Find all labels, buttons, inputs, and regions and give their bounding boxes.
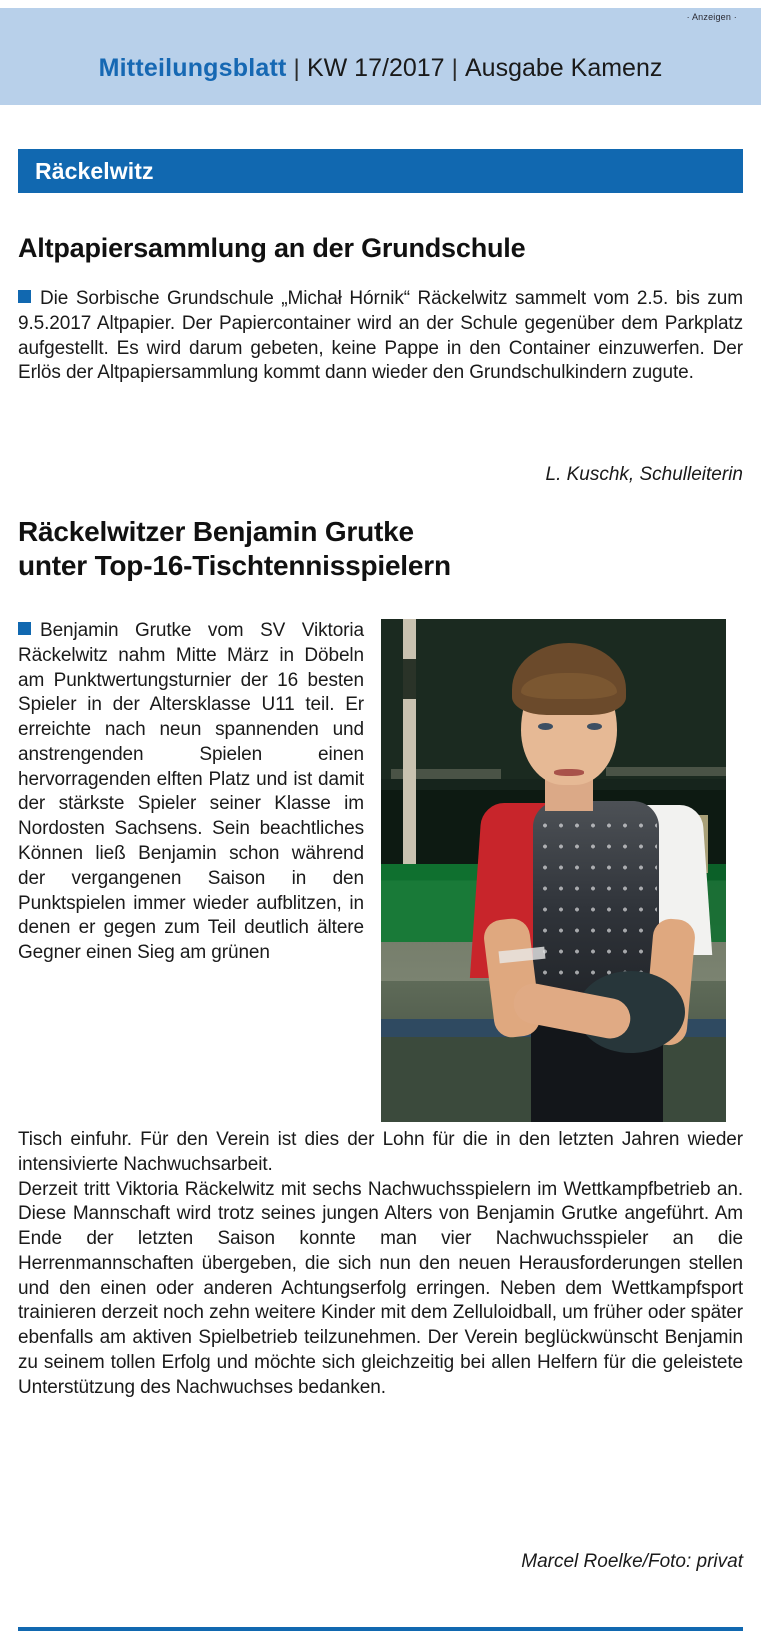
article-2-headline [18, 515, 743, 583]
article-1-byline: L. Kuschk, Schulleiterin [545, 464, 743, 485]
section-header-bar [18, 149, 743, 193]
masthead [0, 8, 761, 105]
article-1-headline: Altpapiersammlung an der Grundschule [18, 233, 526, 263]
masthead-title [0, 54, 761, 83]
masthead-separator-2: | [451, 55, 458, 82]
publication-brand: Mitteilungsblatt [98, 54, 287, 82]
photo-hair-fringe [521, 673, 617, 699]
edition-label: Ausgabe Kamenz [465, 54, 663, 82]
article-2-column-paragraph [18, 619, 364, 966]
bullet-square-icon [18, 622, 31, 635]
article-1-paragraph [18, 287, 743, 386]
photo-mouth [554, 769, 584, 776]
article-2-byline-wrap [18, 1551, 743, 1573]
article-1-body-text: Die Sorbische Grundschule „Michał Hórnik“ Räckelwitz sammelt vom 2.5. bis zum 9.5.2017 Altpapier. Der Papiercontainer wird an der Schule gegenüber dem Parkplatz aufgestellt. Es wird darum gebeten, keine Pappe in den Container einzuwerfen. Der Erlös der Altpapiersammlung kommt dann wieder den Grundschulkindern zugute. [18, 288, 743, 384]
section-title: Räckelwitz [35, 158, 154, 184]
article-1-headline-wrap [18, 233, 743, 263]
article-2-headline-line2: unter Top-16-Tischtennisspielern [18, 550, 451, 582]
article-2-paragraph-1: Tisch einfuhr. Für den Verein ist dies der Lohn für die in den letzten Jahren wieder intensivierte Nachwuchsarbeit. [18, 1129, 743, 1175]
photo-eye-right [587, 723, 602, 730]
article-2-column-text: Benjamin Grutke vom SV Viktoria Räckelwitz nahm Mitte März in Döbeln am Punktwertungsturnier der 16 besten Spieler in der Altersklasse U11 teil. Er erreichte nach neun spannenden und anstrengenden Spielen einen hervorragenden elften Platz und ist damit der stärkste Spieler seiner Klasse im Nordosten Sachsens. Sein beachtliches Können ließ Benjamin schon während der vergangenen Saison in den Punktspielen immer wieder aufblitzen, in denen er gegen zum Teil deutlich ältere Gegner einen Sieg am grünen [18, 620, 364, 964]
article-2-full-wrap [18, 1128, 743, 1401]
photo-eye-left [538, 723, 553, 730]
article-2-photo [381, 619, 726, 1122]
article-1-byline-wrap [18, 464, 743, 486]
article-2-paragraph-2: Derzeit tritt Viktoria Räckelwitz mit sechs Nachwuchsspielern im Wettkampfbetrieb an. Diese Mannschaft wird trotz seines jungen Alters von Benjamin Grutke angeführt. Am Ende der letzten Saison konnte man vier Nachwuchsspieler an die Herrenmannschaften übergeben, die sich nun den neuen Herausforderungen stellen und den einen oder anderen Achtungserfolg erringen. Neben dem Wettkampfsport trainieren derzeit noch zehn weitere Kinder mit dem Zelluloidball, um früher oder später ebenfalls am aktiven Spielbetrieb teilzunehmen. Der Verein beglückwünscht Benjamin zu seinem tollen Erfolg und möchte sich gleichzeitig bei allen Helfern für die geleistete Unterstützung des Nachwuchses bedanken. [18, 1178, 743, 1398]
article-2-headline-wrap [18, 515, 743, 583]
article-2-headline-line1: Räckelwitzer Benjamin Grutke [18, 516, 414, 547]
article-2-column-wrap [18, 619, 364, 966]
masthead-separator-1: | [293, 55, 300, 82]
issue-label: KW 17/2017 [306, 54, 445, 82]
ad-marker-label: · Anzeigen · [686, 12, 737, 22]
article-1-body-wrap [18, 287, 743, 386]
photo-rail-right [606, 767, 726, 776]
bullet-square-icon [18, 290, 31, 303]
photo-post-left-shadow [403, 659, 416, 699]
photo-post-left [403, 619, 416, 864]
footer-divider [18, 1627, 743, 1631]
article-2-byline: Marcel Roelke/Foto: privat [521, 1551, 743, 1572]
